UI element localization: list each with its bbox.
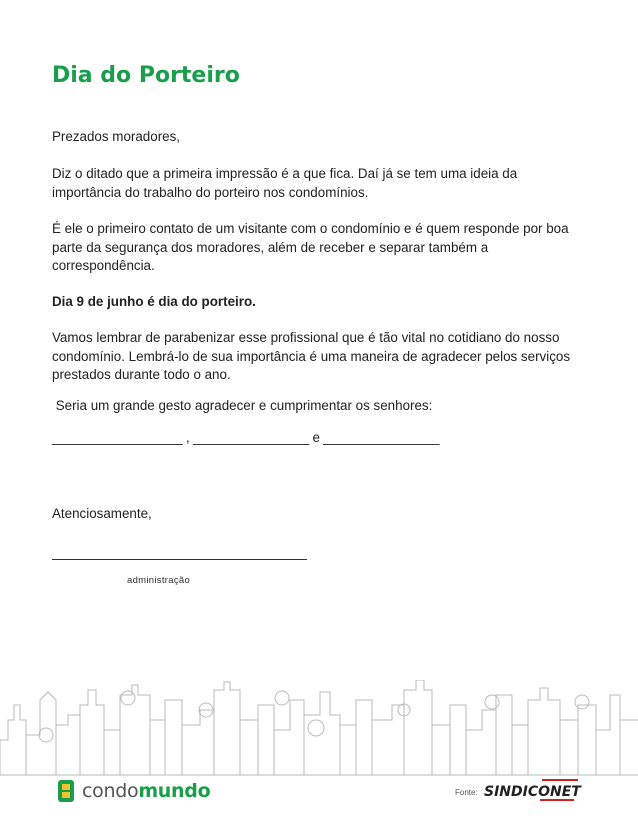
paragraph-4: Seria um grande gesto agradecer e cumprimentar os senhores: xyxy=(52,398,433,413)
source-label: Fonte: xyxy=(455,788,478,797)
closing: Atenciosamente, xyxy=(52,506,152,521)
names-blank-lines: __________________ , ________________ e ________________ xyxy=(52,430,440,445)
highlight-date: Dia 9 de junho é dia do porteiro. xyxy=(52,294,256,309)
sindiconet-logo-text: SINDICONET xyxy=(484,784,581,800)
brand-part-1: condo xyxy=(82,780,139,802)
condomundo-logo xyxy=(56,778,210,804)
paragraph-3: Vamos lembrar de parabenizar esse profissional que é tão vital no cotidiano do nosso condomínio. Lembrá-lo de sua importância é uma maneira de agradecer pelos serviços prestados durante todo o ano. xyxy=(52,330,571,382)
sindiconet-logo xyxy=(482,776,582,804)
signature-line xyxy=(52,559,307,560)
paragraph-2: É ele o primeiro contato de um visitante com o condomínio e é quem responde por boa parte da segurança dos moradores, além de receber e separar também a correspondência. xyxy=(52,221,569,273)
page-title: Dia do Porteiro xyxy=(52,63,240,88)
city-skyline-illustration xyxy=(0,680,638,780)
condomundo-mark-icon xyxy=(56,778,76,804)
signature-label: administração xyxy=(127,575,191,586)
paragraph-1: Diz o ditado que a primeira impressão é a que fica. Daí já se tem uma ideia da importância do trabalho do porteiro nos condomínios. xyxy=(52,166,518,200)
brand-part-2: mundo xyxy=(138,780,211,802)
greeting: Prezados moradores, xyxy=(52,129,181,144)
